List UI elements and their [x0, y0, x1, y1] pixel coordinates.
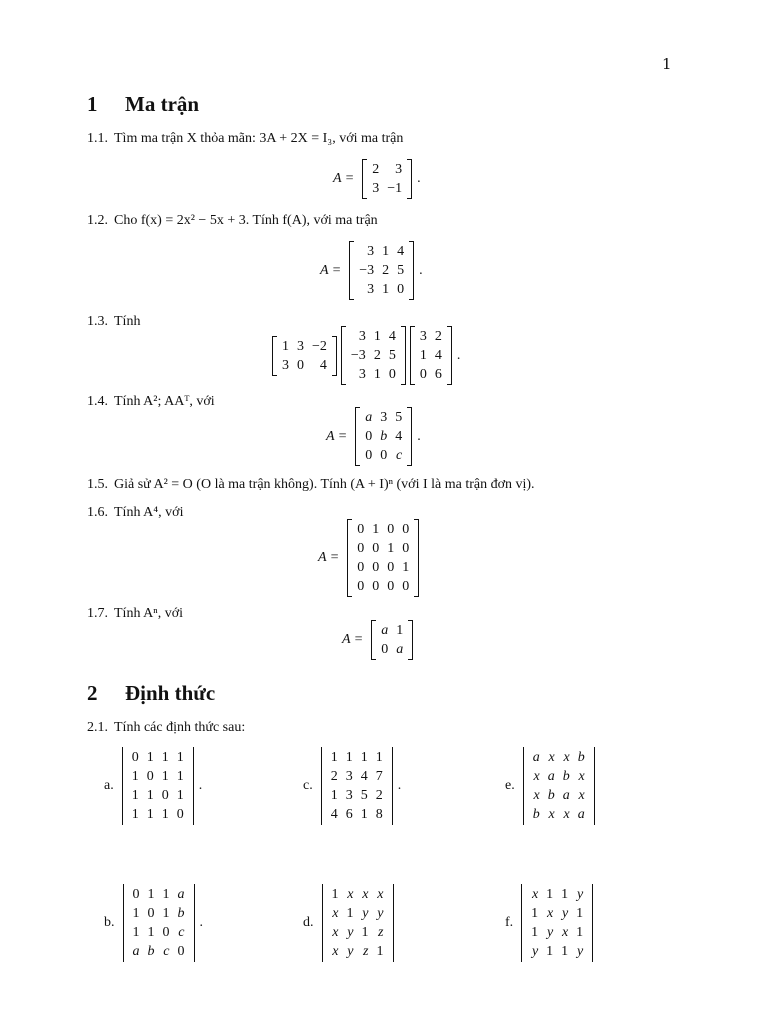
matrix-grid — [278, 337, 331, 375]
matrix-entry: a — [562, 788, 570, 803]
matrix-entry: b — [577, 750, 585, 765]
matrix-entry: 1 — [132, 906, 140, 921]
matrix-entry: 3 — [419, 329, 427, 344]
matrix-entry: a — [396, 642, 404, 657]
determinant-f: f. x 1 1 y 1 x y 1 1 y x 1 y 1 1 y — [505, 884, 595, 962]
matrix-entry: x — [546, 906, 554, 921]
matrix-entry: 1 — [561, 944, 569, 959]
matrix-entry: 0 — [365, 448, 373, 463]
matrix-entry: 1 — [382, 244, 390, 259]
matrix-entry: 0 — [381, 642, 389, 657]
matrix-entry: 1 — [546, 944, 554, 959]
matrix-entry: 1 — [176, 750, 184, 765]
matrix-row — [129, 942, 189, 961]
matrix-entry: 0 — [388, 367, 396, 382]
matrix-entry: 1 — [331, 887, 339, 902]
matrix-row — [129, 885, 189, 904]
matrix-entry: x — [332, 944, 339, 959]
matrix-entry: y — [347, 944, 354, 959]
problem-1-7: 1.7. Tính Aⁿ, với — [87, 606, 183, 621]
matrix-entry: 1 — [162, 906, 170, 921]
section-heading-1 — [87, 92, 199, 117]
determinant — [322, 884, 394, 962]
matrix-grid — [129, 885, 189, 961]
problem-1-6: 1.6. Tính A⁴, với — [87, 505, 184, 520]
matrix-entry: 1 — [131, 807, 139, 822]
matrix-entry: z — [378, 925, 384, 940]
matrix-entry: x — [377, 887, 384, 902]
matrix-entry: 3 — [282, 357, 289, 373]
matrix-entry: x — [332, 906, 339, 921]
matrix-entry: 1 — [330, 750, 338, 765]
matrix-grid — [368, 160, 406, 198]
matrix-row — [327, 805, 387, 824]
matrix — [272, 336, 337, 376]
matrix-entry: a — [381, 623, 389, 638]
matrix-entry: a — [547, 769, 555, 784]
equation-1-1: A = 2 3 3 −1 . — [333, 159, 421, 199]
matrix-row — [353, 539, 413, 558]
matrix-entry: 6 — [434, 367, 442, 382]
matrix-entry: y — [576, 944, 584, 959]
section-title: Định thức — [125, 681, 216, 705]
matrix-entry: 1 — [372, 522, 380, 537]
matrix-grid — [128, 748, 188, 824]
matrix-entry: 3 — [372, 181, 380, 196]
matrix-entry: 1 — [146, 788, 154, 803]
matrix-grid — [377, 621, 407, 659]
matrix — [341, 326, 406, 385]
section-number: 1 — [87, 92, 98, 116]
matrix-entry: y — [347, 925, 354, 940]
matrix-entry: 7 — [375, 769, 383, 784]
matrix-entry: y — [531, 944, 539, 959]
matrix-entry: 0 — [387, 579, 395, 594]
matrix-row — [128, 748, 188, 767]
matrix-entry: 1 — [161, 750, 169, 765]
matrix-entry: 3 — [367, 244, 375, 259]
matrix-entry: z — [363, 944, 369, 959]
problem-1-2: 1.2. Cho f(x) = 2x² − 5x + 3. Tính f(A), với ma trận — [87, 213, 378, 228]
matrix-entry: 4 — [330, 807, 338, 822]
matrix-row — [278, 337, 331, 356]
determinant — [123, 884, 195, 962]
matrix-entry: 1 — [375, 750, 383, 765]
matrix-entry: c — [163, 944, 170, 959]
matrix-entry: 1 — [382, 282, 390, 297]
matrix-row — [368, 179, 406, 198]
matrix-entry: 1 — [576, 906, 584, 921]
matrix-entry: x — [533, 788, 540, 803]
matrix-row — [368, 160, 406, 179]
matrix-entry: 1 — [345, 750, 353, 765]
matrix-entry: 3 — [380, 410, 388, 425]
determinant-d: d. 1 x x x x 1 y y x y 1 z x y z 1 — [303, 884, 396, 962]
matrix-entry: 0 — [372, 560, 380, 575]
matrix — [347, 519, 419, 597]
matrix-entry: 0 — [357, 541, 365, 556]
matrix-row — [128, 786, 188, 805]
matrix-row — [416, 327, 446, 346]
matrix-entry: 1 — [161, 807, 169, 822]
matrix-row — [328, 923, 388, 942]
matrix-row — [527, 923, 587, 942]
matrix-row — [527, 942, 587, 961]
matrix-entry: 1 — [387, 541, 395, 556]
matrix-entry: 3 — [345, 788, 353, 803]
matrix-row — [355, 261, 408, 280]
matrix — [362, 159, 412, 199]
matrix-entry: 4 — [395, 429, 403, 444]
matrix-row — [361, 446, 406, 465]
matrix-row — [361, 408, 406, 427]
equation-1-6: A = 0 1 0 0 0 0 1 0 0 0 0 1 0 0 0 0 — [318, 519, 421, 597]
matrix-row — [416, 346, 446, 365]
matrix-entry: 1 — [546, 887, 554, 902]
matrix — [355, 407, 412, 466]
matrix-entry: 6 — [345, 807, 353, 822]
matrix-entry: y — [546, 925, 554, 940]
matrix-entry: 0 — [402, 579, 410, 594]
matrix-row — [347, 365, 400, 384]
matrix-entry: a — [132, 944, 140, 959]
section-title: Ma trận — [125, 92, 200, 116]
matrix-row — [353, 520, 413, 539]
matrix-entry: 0 — [177, 944, 185, 959]
matrix-entry: 0 — [387, 560, 395, 575]
matrix-entry: 0 — [162, 925, 170, 940]
equation-1-2: A = 3 1 4 −3 2 5 3 1 0 . — [320, 241, 423, 300]
matrix-entry: −1 — [387, 181, 403, 196]
matrix-entry: 4 — [397, 244, 405, 259]
matrix-entry: a — [177, 887, 185, 902]
matrix-entry: 1 — [146, 807, 154, 822]
matrix-entry: 1 — [373, 329, 381, 344]
matrix-entry: 1 — [531, 906, 539, 921]
matrix-entry: b — [562, 769, 570, 784]
matrix-entry: −2 — [312, 338, 327, 354]
matrix-grid — [347, 327, 400, 384]
matrix-entry: 0 — [380, 448, 388, 463]
matrix-entry: 5 — [397, 263, 405, 278]
matrix-entry: 0 — [365, 429, 373, 444]
problem-1-3: 1.3. Tính — [87, 314, 141, 329]
matrix-entry: 2 — [330, 769, 338, 784]
matrix-entry: 0 — [357, 579, 365, 594]
determinant-a: a. 0 1 1 1 1 0 1 1 1 1 0 1 1 1 1 0 . — [104, 747, 202, 825]
matrix-grid — [327, 748, 387, 824]
problem-1-4: 1.4. Tính A²; AAᵀ, với — [87, 394, 215, 409]
matrix-row — [347, 346, 400, 365]
problem-1-5: 1.5. Giả sử A² = O (O là ma trận không). Tính (A + I)ⁿ (với I là ma trận đơn vị). — [87, 477, 535, 492]
matrix-entry: 0 — [147, 906, 155, 921]
matrix-row — [128, 767, 188, 786]
matrix-entry: 3 — [358, 329, 366, 344]
matrix-grid — [353, 520, 413, 596]
matrix-grid — [328, 885, 388, 961]
matrix-entry: x — [531, 887, 539, 902]
matrix-grid — [529, 748, 589, 824]
matrix-entry: y — [561, 906, 569, 921]
matrix-entry: 1 — [147, 887, 155, 902]
matrix-entry: c — [178, 925, 185, 940]
matrix-row — [327, 767, 387, 786]
matrix-row — [327, 748, 387, 767]
matrix-entry: 2 — [382, 263, 390, 278]
matrix-entry: 1 — [531, 925, 539, 940]
matrix-entry: y — [362, 906, 369, 921]
matrix-entry: b — [380, 429, 388, 444]
matrix-entry: 0 — [397, 282, 405, 297]
matrix-row — [529, 767, 589, 786]
matrix-entry: 1 — [162, 887, 170, 902]
matrix-entry: x — [332, 925, 339, 940]
matrix-entry: a — [577, 807, 585, 822]
matrix-entry: b — [177, 906, 185, 921]
matrix-row — [377, 640, 407, 659]
matrix-entry: 0 — [402, 522, 410, 537]
matrix-row — [355, 242, 408, 261]
matrix-entry: x — [578, 788, 585, 803]
matrix-entry: x — [561, 925, 569, 940]
matrix-row — [527, 885, 587, 904]
matrix-entry: x — [563, 750, 570, 765]
matrix-entry: 0 — [297, 357, 304, 373]
matrix-entry: 1 — [176, 769, 184, 784]
matrix-row — [529, 805, 589, 824]
matrix-entry: 1 — [402, 560, 410, 575]
matrix-entry: 5 — [388, 348, 396, 363]
equation-1-7: A = a 1 0 a — [342, 620, 415, 660]
matrix-entry: 1 — [131, 788, 139, 803]
matrix-entry: 2 — [373, 348, 381, 363]
matrix-row — [416, 365, 446, 384]
matrix-row — [347, 327, 400, 346]
matrix-entry: 5 — [360, 788, 368, 803]
determinant-b: b. 0 1 1 a 1 0 1 b 1 1 0 c a b c 0 . — [104, 884, 203, 962]
matrix-entry: 1 — [147, 925, 155, 940]
matrix-entry: 3 — [395, 162, 403, 177]
matrix-entry: 0 — [372, 579, 380, 594]
matrix — [349, 241, 414, 300]
page-number: 1 — [662, 55, 672, 73]
matrix-entry: 1 — [330, 788, 338, 803]
matrix-row — [353, 558, 413, 577]
equation-1-3: 1 3 −2 3 0 4 3 1 4 −3 2 5 3 1 0 3 2 1 4 0 6 . — [270, 326, 460, 385]
matrix-entry: 0 — [357, 560, 365, 575]
matrix-entry: −3 — [350, 348, 366, 363]
matrix-entry: 4 — [360, 769, 368, 784]
matrix-entry: 1 — [146, 750, 154, 765]
matrix-row — [353, 577, 413, 596]
equation-1-4: A = a 3 5 0 b 4 0 0 c . — [326, 407, 421, 466]
problem-1-1: 1.1. Tìm ma trận X thỏa mãn: 3A + 2X = I₃, với ma trận — [87, 131, 404, 146]
matrix-row — [529, 786, 589, 805]
determinant-c: c. 1 1 1 1 2 3 4 7 1 3 5 2 4 6 1 8 . — [303, 747, 401, 825]
matrix-entry: 1 — [561, 887, 569, 902]
matrix-row — [278, 356, 331, 375]
determinant — [321, 747, 393, 825]
matrix-entry: 0 — [161, 788, 169, 803]
matrix-entry: x — [578, 769, 585, 784]
determinant — [122, 747, 194, 825]
section-heading-2 — [87, 681, 215, 706]
matrix-entry: 1 — [419, 348, 427, 363]
matrix-entry: b — [147, 944, 155, 959]
matrix-row — [529, 748, 589, 767]
matrix-entry: 0 — [402, 541, 410, 556]
matrix-entry: 0 — [372, 541, 380, 556]
matrix-entry: 1 — [132, 925, 140, 940]
matrix-entry: 0 — [146, 769, 154, 784]
matrix-entry: 0 — [131, 750, 139, 765]
matrix-entry: c — [396, 448, 403, 463]
matrix-entry: b — [547, 788, 555, 803]
matrix-entry: 5 — [395, 410, 403, 425]
matrix-entry: y — [377, 906, 384, 921]
matrix-entry: 0 — [357, 522, 365, 537]
matrix-entry: x — [563, 807, 570, 822]
determinant — [523, 747, 595, 825]
matrix-row — [328, 942, 388, 961]
matrix-row — [355, 280, 408, 299]
matrix-row — [328, 885, 388, 904]
matrix-entry: a — [365, 410, 373, 425]
matrix-entry: 1 — [373, 367, 381, 382]
matrix-entry: a — [532, 750, 540, 765]
matrix-row — [128, 805, 188, 824]
matrix-entry: 1 — [131, 769, 139, 784]
matrix-entry: 1 — [360, 807, 368, 822]
matrix-row — [327, 786, 387, 805]
matrix-row — [129, 904, 189, 923]
matrix-entry: 1 — [346, 906, 354, 921]
matrix-entry: 0 — [387, 522, 395, 537]
matrix — [410, 326, 452, 385]
matrix-entry: 4 — [434, 348, 442, 363]
matrix-row — [361, 427, 406, 446]
matrix-entry: 3 — [367, 282, 375, 297]
problem-2-1: 2.1. Tính các định thức sau: — [87, 720, 246, 735]
matrix-entry: 1 — [576, 925, 584, 940]
matrix-entry: 0 — [419, 367, 427, 382]
matrix-row — [377, 621, 407, 640]
matrix-entry: 1 — [376, 944, 384, 959]
matrix-entry: 2 — [375, 788, 383, 803]
matrix-entry: 4 — [319, 357, 327, 373]
matrix-grid — [361, 408, 406, 465]
matrix-entry: −3 — [359, 263, 375, 278]
matrix-row — [527, 904, 587, 923]
matrix-entry: y — [576, 887, 584, 902]
matrix-entry: 0 — [132, 887, 140, 902]
matrix-entry: 3 — [297, 338, 304, 354]
matrix-entry: 1 — [396, 623, 404, 638]
matrix-entry: 1 — [282, 338, 289, 354]
matrix-grid — [416, 327, 446, 384]
matrix-entry: x — [548, 750, 555, 765]
matrix-grid — [355, 242, 408, 299]
determinant — [521, 884, 593, 962]
matrix-entry: 1 — [161, 769, 169, 784]
matrix-grid — [527, 885, 587, 961]
matrix-entry: 1 — [361, 925, 369, 940]
matrix-entry: 3 — [358, 367, 366, 382]
matrix-entry: 1 — [360, 750, 368, 765]
matrix — [371, 620, 413, 660]
matrix-entry: 0 — [176, 807, 184, 822]
matrix-entry: 2 — [372, 162, 380, 177]
matrix-entry: 8 — [375, 807, 383, 822]
matrix-entry: x — [533, 769, 540, 784]
determinant-e: e. a x x b x a b x x b a x b x x a — [505, 747, 597, 825]
matrix-row — [328, 904, 388, 923]
matrix-row — [129, 923, 189, 942]
matrix-entry: b — [532, 807, 540, 822]
matrix-entry: x — [548, 807, 555, 822]
matrix-entry: 1 — [176, 788, 184, 803]
matrix-entry: x — [362, 887, 369, 902]
matrix-entry: 2 — [434, 329, 442, 344]
matrix-entry: 3 — [345, 769, 353, 784]
section-number: 2 — [87, 681, 98, 705]
matrix-entry: x — [347, 887, 354, 902]
matrix-entry: 4 — [388, 329, 396, 344]
